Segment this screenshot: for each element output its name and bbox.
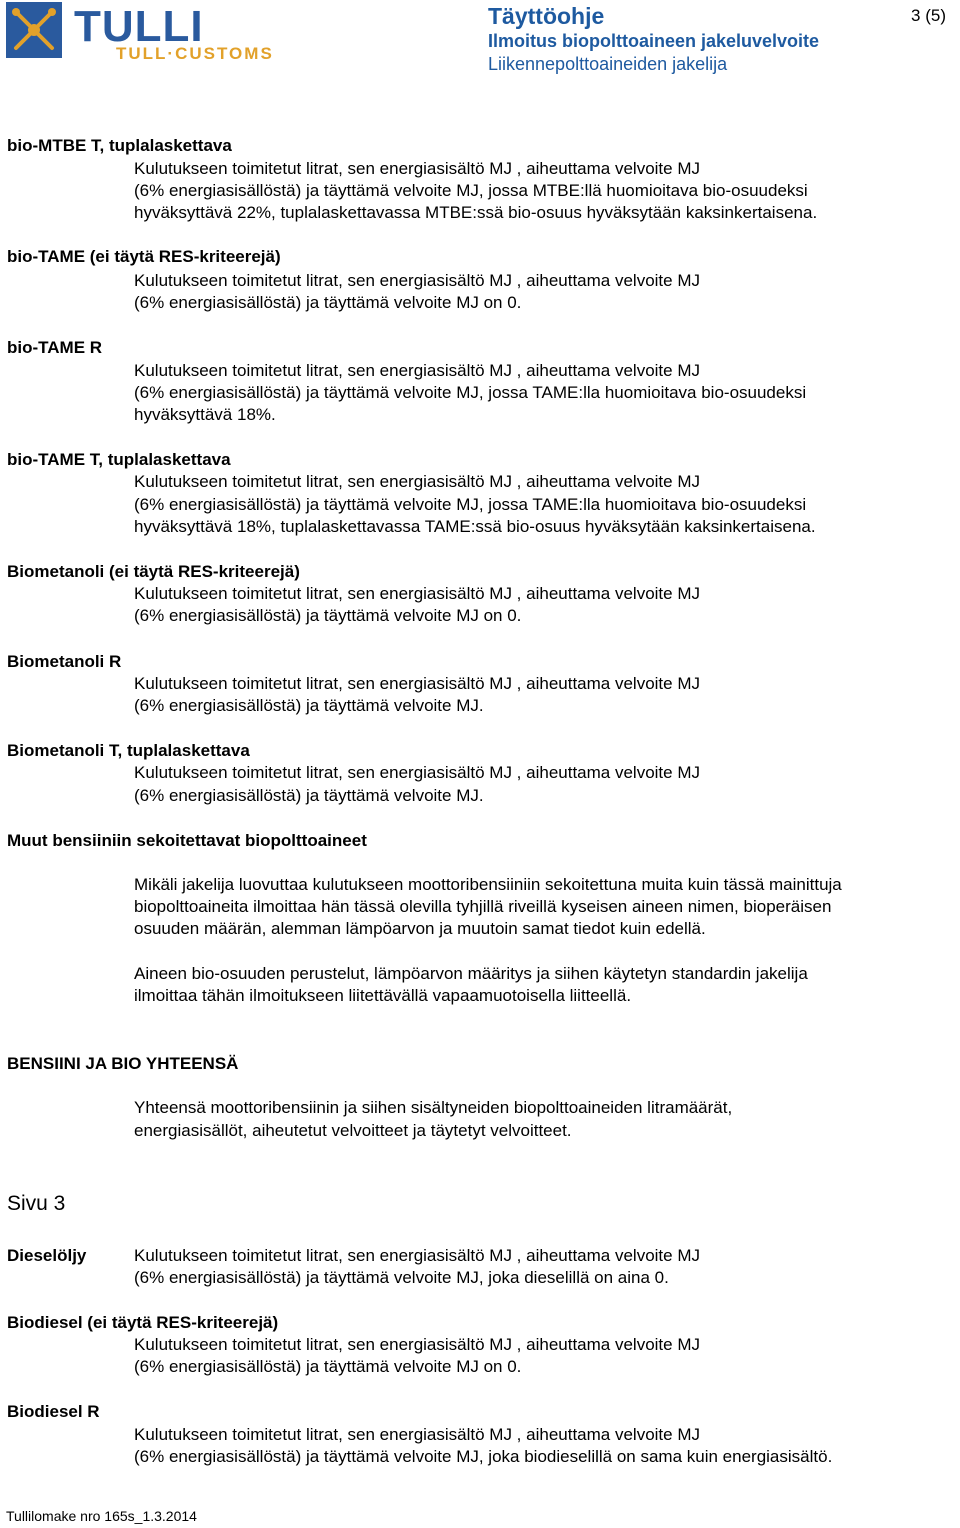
section-line: hyväksyttävä 22%, tuplalaskettavassa MTBE:ssä bio-osuus hyväksytään kaksinkertaisena.: [134, 203, 818, 222]
logo-customs-text: TULL·CUSTOMS: [116, 44, 274, 63]
section-line: Kulutukseen toimitetut litrat, sen energiasisältö MJ , aiheuttama velvoite MJ: [134, 584, 700, 603]
document-title: Täyttöohje: [488, 3, 605, 29]
section-heading: Biometanoli R: [7, 652, 122, 671]
section-line: Kulutukseen toimitetut litrat, sen energiasisältö MJ , aiheuttama velvoite MJ: [134, 1246, 700, 1265]
section-line: Kulutukseen toimitetut litrat, sen energiasisältö MJ , aiheuttama velvoite MJ: [134, 472, 700, 491]
section-line: (6% energiasisällöstä) ja täyttämä velvoite MJ, jossa TAME:lla huomioitava bio-osuudeksi: [134, 383, 807, 402]
section-line: Kulutukseen toimitetut litrat, sen energiasisältö MJ , aiheuttama velvoite MJ: [134, 1425, 700, 1444]
section-line: energiasisällöt, aiheutetut velvoitteet ja täytetyt velvoitteet.: [134, 1121, 572, 1140]
section-line: Kulutukseen toimitetut litrat, sen energiasisältö MJ , aiheuttama velvoite MJ: [134, 1335, 700, 1354]
form-footer: Tullilomake nro 165s_1.3.2014: [6, 1508, 197, 1524]
section-heading: Biometanoli T, tuplalaskettava: [7, 741, 250, 760]
section-line: (6% energiasisällöstä) ja täyttämä velvoite MJ on 0.: [134, 293, 522, 312]
section-line: Yhteensä moottoribensiinin ja siihen sisältyneiden biopolttoaineiden litramäärät,: [134, 1098, 733, 1117]
section-heading: bio-TAME T, tuplalaskettava: [7, 450, 231, 469]
section-line: biopolttoaineita ilmoittaa hän tässä olevilla tyhjillä riveillä kyseisen aineen nimen, bioperäisen: [134, 897, 832, 916]
section-heading: Biodiesel R: [7, 1402, 100, 1421]
section-heading: Muut bensiiniin sekoitettavat biopolttoaineet: [7, 831, 367, 850]
section-line: (6% energiasisällöstä) ja täyttämä velvoite MJ, jossa MTBE:llä huomioitava bio-osuudeksi: [134, 181, 808, 200]
section-heading: bio-TAME (ei täytä RES-kriteerejä): [7, 247, 281, 266]
document-subtitle-2: Liikennepolttoaineiden jakelija: [488, 54, 728, 74]
section-line: Kulutukseen toimitetut litrat, sen energiasisältö MJ , aiheuttama velvoite MJ: [134, 674, 700, 693]
section-line: Mikäli jakelija luovuttaa kulutukseen moottoribensiiniin sekoitettuna muita kuin tässä mainittuja: [134, 875, 842, 894]
section-line: Kulutukseen toimitetut litrat, sen energiasisältö MJ , aiheuttama velvoite MJ: [134, 159, 700, 178]
document-subtitle: Ilmoitus biopolttoaineen jakeluvelvoite: [488, 31, 820, 51]
section-line: (6% energiasisällöstä) ja täyttämä velvoite MJ.: [134, 696, 484, 715]
section-heading: Dieselöljy: [7, 1246, 87, 1265]
tulli-logo: [6, 2, 302, 64]
section-heading: BENSIINI JA BIO YHTEENSÄ: [7, 1054, 239, 1073]
section-line: hyväksyttävä 18%, tuplalaskettavassa TAME:ssä bio-osuus hyväksytään kaksinkertaisena.: [134, 517, 816, 536]
section-line: (6% energiasisällöstä) ja täyttämä velvoite MJ on 0.: [134, 1357, 522, 1376]
section-line: Kulutukseen toimitetut litrat, sen energiasisältö MJ , aiheuttama velvoite MJ: [134, 763, 700, 782]
section-heading: Biometanoli (ei täytä RES-kriteerejä): [7, 562, 300, 581]
section-line: Aineen bio-osuuden perustelut, lämpöarvon määritys ja siihen käytetyn standardin jakelija: [134, 964, 808, 983]
section-heading: bio-TAME R: [7, 338, 103, 357]
customs-emblem-icon: [6, 2, 62, 58]
section-line: (6% energiasisällöstä) ja täyttämä velvoite MJ, joka biodieselillä on sama kuin energiasisältö.: [134, 1447, 833, 1466]
section-line: (6% energiasisällöstä) ja täyttämä velvoite MJ, jossa TAME:lla huomioitava bio-osuudeksi: [134, 495, 807, 514]
section-heading: bio-MTBE T, tuplalaskettava: [7, 136, 232, 155]
section-line: Kulutukseen toimitetut litrat, sen energiasisältö MJ , aiheuttama velvoite MJ: [134, 361, 700, 380]
section-line: hyväksyttävä 18%.: [134, 405, 276, 424]
section-line: (6% energiasisällöstä) ja täyttämä velvoite MJ, joka dieselillä on aina 0.: [134, 1268, 669, 1287]
section-line: (6% energiasisällöstä) ja täyttämä velvoite MJ.: [134, 786, 484, 805]
page-number: 3 (5): [911, 6, 946, 25]
section-line: (6% energiasisällöstä) ja täyttämä velvoite MJ on 0.: [134, 606, 522, 625]
logo-tulli-text: TULLI: [74, 2, 204, 51]
section-line: ilmoittaa tähän ilmoitukseen liitettävällä vapaamuotoisella liitteellä.: [134, 986, 632, 1005]
page-heading: Sivu 3: [7, 1192, 66, 1215]
section-line: Kulutukseen toimitetut litrat, sen energiasisältö MJ , aiheuttama velvoite MJ: [134, 271, 700, 290]
section-heading: Biodiesel (ei täytä RES-kriteerejä): [7, 1313, 279, 1332]
section-line: osuuden määrän, alemman lämpöarvon ja muutoin samat tiedot kuin edellä.: [134, 919, 706, 938]
